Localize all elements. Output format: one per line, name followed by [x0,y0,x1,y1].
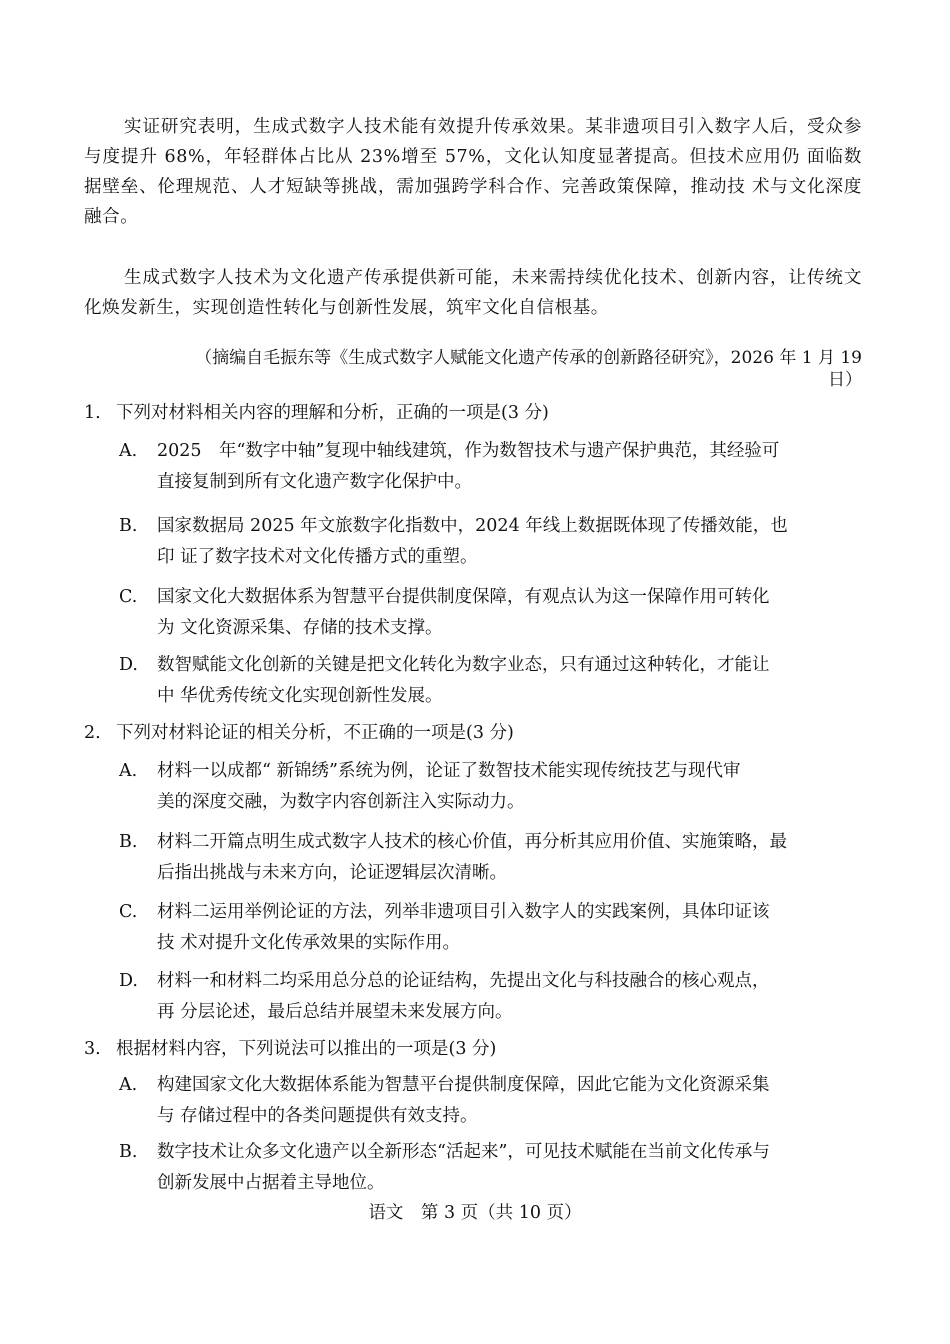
option-text: 国家文化大数据体系为智慧平台提供制度保障，有观点认为这一保障作用可转化 [157,587,770,607]
option-text: 材料二运用举例论证的方法，列举非遗项目引入数字人的实践案例，具体印证该 [157,902,770,922]
option-text: 数字技术让众多文化遗产以全新形态“活起来”，可见技术赋能在当前文化传承与 [157,1142,770,1162]
question-2-stem [84,718,862,748]
option-text-continued: 为 文化资源采集、存储的技术支撑。 [157,618,443,638]
option-text: 材料一以成都“ 新锦绣”系统为例，论证了数智技术能实现传统技艺与现代审 [157,761,741,781]
option-letter: A. [119,761,138,781]
option-text: 数智赋能文化创新的关键是把文化转化为数字业态，只有通过这种转化，才能让 [157,655,770,675]
question-2-option-b[interactable] [119,827,861,889]
option-letter: C. [119,587,138,607]
question-text: 下列对材料论证的相关分析，不正确的一项是(3 分) [116,723,514,743]
option-text: 2025 年“数字中轴”复现中轴线建筑，作为数智技术与遗产保护典范，其经验可 [157,441,780,461]
option-text-continued: 直接复制到所有文化遗产数字化保护中。 [157,472,472,492]
question-1-option-b[interactable] [119,511,861,573]
option-letter: D. [119,655,138,675]
option-letter: B. [119,1142,138,1162]
question-2-option-a[interactable] [119,756,861,818]
question-3-stem [84,1034,862,1064]
option-text: 国家数据局 2025 年文旅数字化指数中，2024 年线上数据既体现了传播效能，也 [157,516,788,536]
paragraph-empirical: 实证研究表明，生成式数字人技术能有效提升传承效果。某非遗项目引入数字人后，受众参与度提升 68%，年轻群体占比从 23%增至 57%，文化认知度显著提高。但技术应用仍 面临数据壁垒、伦理规范、人才短缺等挑战，需加强跨学科合作、完善政策保障，推动技 术与文化深度融合。 [84,117,862,227]
option-text-continued: 中 华优秀传统文化实现创新性发展。 [157,686,443,706]
question-number: 1. [84,403,101,423]
option-text: 材料一和材料二均采用总分总的论证结构，先提出文化与科技融合的核心观点， [157,971,770,991]
option-text: 构建国家文化大数据体系能为智慧平台提供制度保障，因此它能为文化资源采集 [157,1075,770,1095]
source-line-2: 日） [828,370,862,390]
option-text-continued: 美的深度交融，为数字内容创新注入实际动力。 [157,792,525,812]
option-text-continued: 再 分层论述，最后总结并展望未来发展方向。 [157,1002,513,1022]
question-number: 2. [84,723,101,743]
question-text: 下列对材料相关内容的理解和分析，正确的一项是(3 分) [116,403,549,423]
option-text-continued: 印 证了数字技术对文化传播方式的重塑。 [157,547,478,567]
option-text-continued: 后指出挑战与未来方向，论证逻辑层次清晰。 [157,863,507,883]
question-3-option-b[interactable] [119,1137,861,1199]
option-letter: C. [119,902,138,922]
question-2-option-c[interactable] [119,897,861,959]
option-letter: B. [119,832,138,852]
question-1-option-c[interactable] [119,582,861,644]
option-letter: A. [119,441,138,461]
question-1-option-d[interactable] [119,650,861,712]
option-text-continued: 创新发展中占据着主导地位。 [157,1173,385,1193]
option-letter: B. [119,516,138,536]
option-letter: A. [119,1075,138,1095]
question-text: 根据材料内容，下列说法可以推出的一项是(3 分) [116,1039,497,1059]
question-3-option-a[interactable] [119,1070,861,1132]
question-1-stem [84,398,862,428]
option-text: 材料二开篇点明生成式数字人技术的核心价值，再分析其应用价值、实施策略，最 [157,832,787,852]
page-footer: 语文 第 3 页（共 10 页） [368,1203,582,1223]
question-number: 3. [84,1039,101,1059]
option-letter: D. [119,971,138,991]
source-citation [84,347,862,391]
question-1-option-a[interactable] [119,436,861,498]
question-2-option-d[interactable] [119,966,861,1028]
option-text-continued: 技 术对提升文化传承效果的实际作用。 [157,933,461,953]
paragraph-future: 生成式数字人技术为文化遗产传承提供新可能，未来需持续优化技术、创新内容，让传统文化焕发新生，实现创造性转化与创新性发展，筑牢文化自信根基。 [84,268,862,318]
source-line-1: （摘编自毛振东等《生成式数字人赋能文化遗产传承的创新路径研究》，2026 年 1 月 19 [195,348,862,368]
option-text-continued: 与 存储过程中的各类问题提供有效支持。 [157,1106,478,1126]
